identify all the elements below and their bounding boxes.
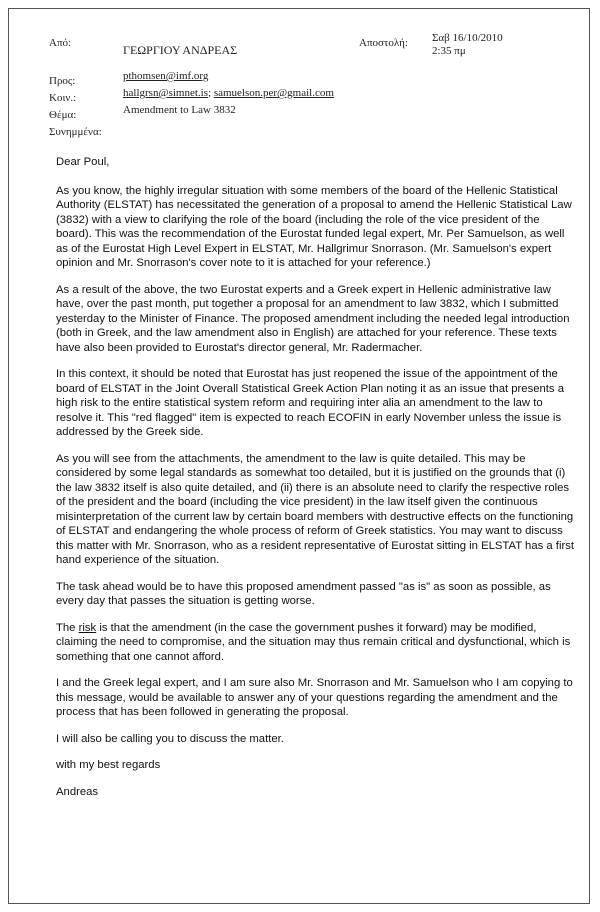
cc-label: Κοιν.: <box>49 92 77 104</box>
to-value[interactable]: pthomsen@imf.org <box>123 70 209 82</box>
paragraph-3: In this context, it should be noted that Eurostat has just reopened the issue of the appointment of the board of ELSTAT in the Joint Overall Statistical Greek Action Plan noting it as an issue that presents a high risk to the entire statistical system reform and requiring inter alia an amendment to the law to resolve it. This "red flagged" item is expected to reach ECOFIN in early November unless the issue is addressed by the Greek side. <box>56 368 565 438</box>
cc-separator: ; <box>208 87 212 99</box>
paragraph-1: As you know, the highly irregular situation with some members of the board of the Hellenic Statistical Authority (ELSTAT) has necessitated the generation of a proposal to amend the Hellenic Statistical Law (3832) with a view to clarifying the role of the board (including the role of the vice president of the board). This was the recommendation of the Eurostat funded legal expert, Mr. Per Samuelson, as well as of the Eurostat High Level Expert in ELSTAT, Mr. Hallgrimur Snorrason. (Mr. Samuelson's expert opinion and Mr. Snorrason's cover note to it is attached for your reference.) <box>56 184 572 269</box>
subject-value: Amendment to Law 3832 <box>123 104 236 116</box>
sent-label: Αποστολή: <box>359 37 408 49</box>
cc-address-2[interactable]: samuelson.per@gmail.com <box>213 87 334 99</box>
sent-time: 2:35 πμ <box>432 45 466 57</box>
paragraph-8: I will also be calling you to discuss the matter. <box>56 732 284 745</box>
email-page <box>8 8 590 904</box>
signature: Andreas <box>56 785 99 798</box>
sent-date: Σαβ 16/10/2010 <box>432 32 503 44</box>
paragraph-5: The task ahead would be to have this proposed amendment passed "as is" as soon as possible, as every day that passes the situation is getting worse. <box>56 580 551 607</box>
closing: with my best regards <box>56 759 161 771</box>
paragraph-7: I and the Greek legal expert, and I am sure also Mr. Snorrason and Mr. Samuelson who I am copying to this message, would be available to answer any of your questions regarding the amendment and the process that has been followed in generating the proposal. <box>56 677 573 718</box>
cc-address-1[interactable]: hallgrsn@simnet.is <box>123 87 208 99</box>
paragraph-2: As a result of the above, the two Eurostat experts and a Greek expert in Hellenic administrative law have, over the past month, put together a proposal for an amendment to law 3832, which I submitted yesterday to the Minister of Finance. The proposed amendment including the needed legal introduction (both in Greek, and the law amendment also in English) are attached for your reference. These texts have also been provided to Eurostat's director general, Mr. Radermacher. <box>56 283 570 354</box>
risk-word: risk <box>78 621 97 634</box>
paragraph-6 <box>56 621 576 665</box>
to-label: Προς: <box>49 75 76 87</box>
paragraph-4: As you will see from the attachments, the amendment to the law is quite detailed. This may be considered by some legal standards as somewhat too detailed, but it is justified on the grounds that (i) the law 3832 itself is also quite detailed, and (ii) there is an absolute need to clarify the respective roles of the president and the board (including the vice president) in the law itself given the continuous misinterpretation of the current law by certain board members with destructive effects on the functioning of ELSTAT and endangering the whole process of reform of Greek statistics. You may want to discuss this matter with Mr. Snorrason, who as a resident representative of Eurostat sitting in ELSTAT has a first hand experience of the situation. <box>56 452 575 566</box>
greeting: Dear Poul, <box>56 156 110 168</box>
attachments-label: Συνημμένα: <box>49 126 102 138</box>
paragraph-6-start: The <box>56 621 79 634</box>
from-value: ΓΕΩΡΓΙΟΥ ΑΝΔΡΕΑΣ <box>123 43 238 57</box>
from-label: Από: <box>49 37 72 49</box>
cc-value <box>123 87 334 100</box>
subject-label: Θέμα: <box>49 109 77 121</box>
email-body <box>56 155 576 811</box>
paragraph-6-end: is that the amendment (in the case the government pushes it forward) may be modified, claiming the need to compromise, and the situation may thus remain critical and dysfunctional, which is something that one cannot afford. <box>56 621 571 663</box>
